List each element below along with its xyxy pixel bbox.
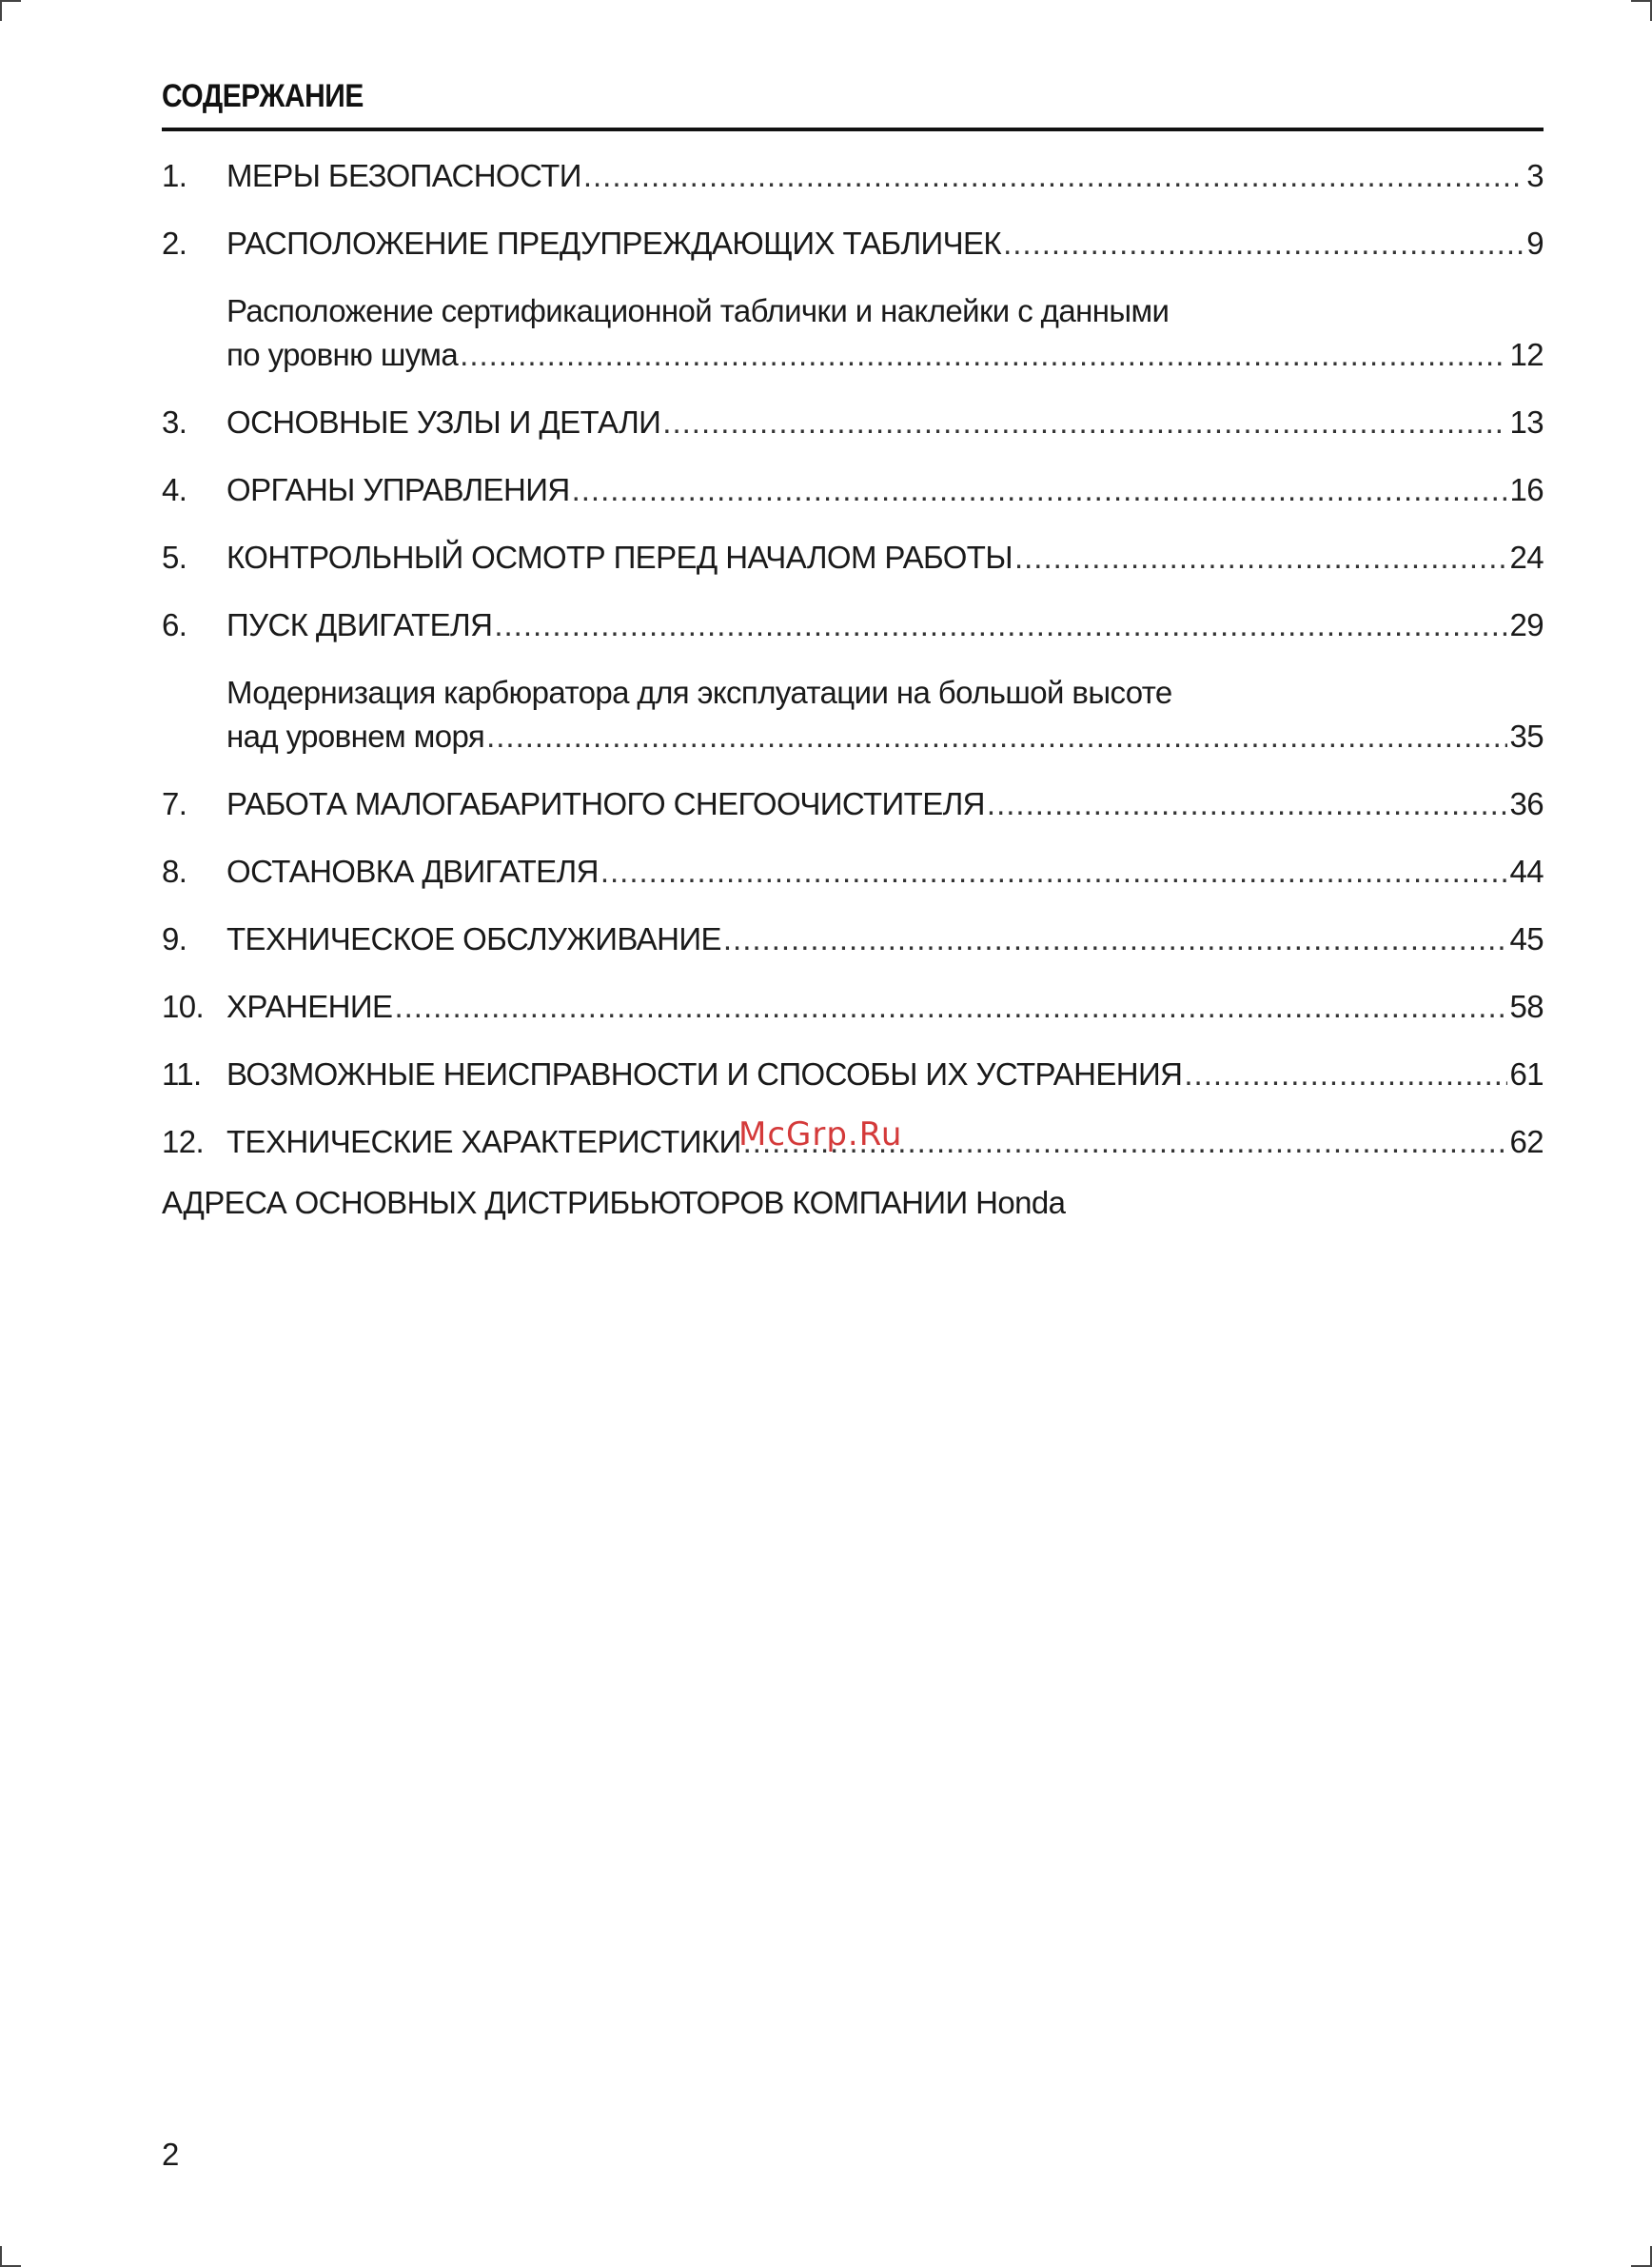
page-number: 2 xyxy=(162,2137,180,2172)
toc-number: 12. xyxy=(162,1124,205,1159)
toc-number: 7. xyxy=(162,786,187,821)
toc-number: 8. xyxy=(162,854,187,889)
dot-leader xyxy=(1003,222,1524,266)
toc-number: 1. xyxy=(162,158,187,193)
dot-leader xyxy=(583,154,1524,198)
toc-number: 6. xyxy=(162,607,187,642)
dot-leader xyxy=(1184,1053,1507,1096)
toc-page: 35 xyxy=(1509,719,1544,754)
crop-mark xyxy=(1631,0,1652,2)
toc-page: 12 xyxy=(1509,337,1544,372)
toc-label: над уровнем моря xyxy=(226,719,485,754)
toc-page: 36 xyxy=(1509,786,1544,821)
toc-entry[interactable] xyxy=(162,850,1544,894)
toc-entry[interactable] xyxy=(162,536,1544,580)
toc-number: 2. xyxy=(162,226,187,261)
dot-leader xyxy=(1014,536,1508,580)
dot-leader xyxy=(486,715,1507,759)
toc-page: 62 xyxy=(1509,1124,1544,1159)
toc-label: МЕРЫ БЕЗОПАСНОСТИ xyxy=(226,158,581,193)
table-of-contents xyxy=(162,154,1544,1164)
toc-page: 24 xyxy=(1509,540,1544,575)
toc-page: 16 xyxy=(1509,472,1544,507)
toc-entry[interactable] xyxy=(162,985,1544,1029)
toc-label: ТЕХНИЧЕСКИЕ ХАРАКТЕРИСТИКИ xyxy=(226,1124,741,1159)
toc-label: ОСТАНОВКА ДВИГАТЕЛЯ xyxy=(226,854,599,889)
toc-entry[interactable] xyxy=(162,222,1544,266)
toc-entry[interactable] xyxy=(162,468,1544,512)
toc-entry[interactable] xyxy=(162,154,1544,198)
toc-number: 11. xyxy=(162,1056,202,1092)
toc-label: по уровню шума xyxy=(226,337,459,372)
toc-label: ОСНОВНЫЕ УЗЛЫ И ДЕТАЛИ xyxy=(226,404,661,440)
toc-label: ТЕХНИЧЕСКОЕ ОБСЛУЖИВАНИЕ xyxy=(226,921,721,956)
crop-mark xyxy=(0,0,2,21)
toc-number: 3. xyxy=(162,404,187,440)
dot-leader xyxy=(394,985,1507,1029)
toc-page: 3 xyxy=(1526,158,1544,193)
toc-page: 13 xyxy=(1509,404,1544,440)
toc-entry[interactable] xyxy=(162,917,1544,961)
toc-entry[interactable] xyxy=(162,782,1544,826)
toc-subentry-line: Расположение сертификационной таблички и наклейки с данными xyxy=(226,293,1170,328)
toc-entry[interactable] xyxy=(162,1053,1544,1096)
dot-leader xyxy=(572,468,1508,512)
title-rule xyxy=(162,128,1544,131)
toc-label: ХРАНЕНИЕ xyxy=(226,989,393,1024)
dot-leader xyxy=(723,917,1508,961)
distributors-heading[interactable]: АДРЕСА ОСНОВНЫХ ДИСТРИБЬЮТОРОВ КОМПАНИИ Honda xyxy=(162,1185,1066,1220)
toc-entry[interactable] xyxy=(162,401,1544,444)
dot-leader xyxy=(662,401,1507,444)
toc-label: РАБОТА МАЛОГАБАРИТНОГО СНЕГООЧИСТИТЕЛЯ xyxy=(226,786,985,821)
toc-number: 10. xyxy=(162,989,205,1024)
toc-number: 9. xyxy=(162,921,187,956)
toc-subentry[interactable] xyxy=(162,289,1544,377)
crop-mark xyxy=(0,0,21,2)
toc-subentry-line: Модернизация карбюратора для эксплуатации на большой высоте xyxy=(226,675,1172,710)
dot-leader xyxy=(494,603,1507,647)
dot-leader xyxy=(600,850,1508,894)
toc-page: 58 xyxy=(1509,989,1544,1024)
toc-subentry[interactable] xyxy=(162,671,1544,759)
toc-page: 9 xyxy=(1526,226,1544,261)
toc-entry[interactable] xyxy=(162,603,1544,647)
toc-number: 4. xyxy=(162,472,187,507)
toc-page: 45 xyxy=(1509,921,1544,956)
toc-label: ПУСК ДВИГАТЕЛЯ xyxy=(226,607,493,642)
toc-label: КОНТРОЛЬНЫЙ ОСМОТР ПЕРЕД НАЧАЛОМ РАБОТЫ xyxy=(226,540,1013,575)
toc-page: 29 xyxy=(1509,607,1544,642)
watermark: McGrp.Ru xyxy=(738,1115,903,1153)
dot-leader xyxy=(987,782,1508,826)
toc-number: 5. xyxy=(162,540,187,575)
page-title: СОДЕРЖАНИЕ xyxy=(162,78,364,114)
toc-label: РАСПОЛОЖЕНИЕ ПРЕДУПРЕЖДАЮЩИХ ТАБЛИЧЕК xyxy=(226,226,1002,261)
crop-mark xyxy=(0,2246,2,2267)
dot-leader xyxy=(460,333,1507,377)
toc-label: ВОЗМОЖНЫЕ НЕИСПРАВНОСТИ И СПОСОБЫ ИХ УСТРАНЕНИЯ xyxy=(226,1056,1183,1092)
toc-page: 61 xyxy=(1509,1056,1544,1092)
toc-page: 44 xyxy=(1509,854,1544,889)
toc-label: ОРГАНЫ УПРАВЛЕНИЯ xyxy=(226,472,570,507)
